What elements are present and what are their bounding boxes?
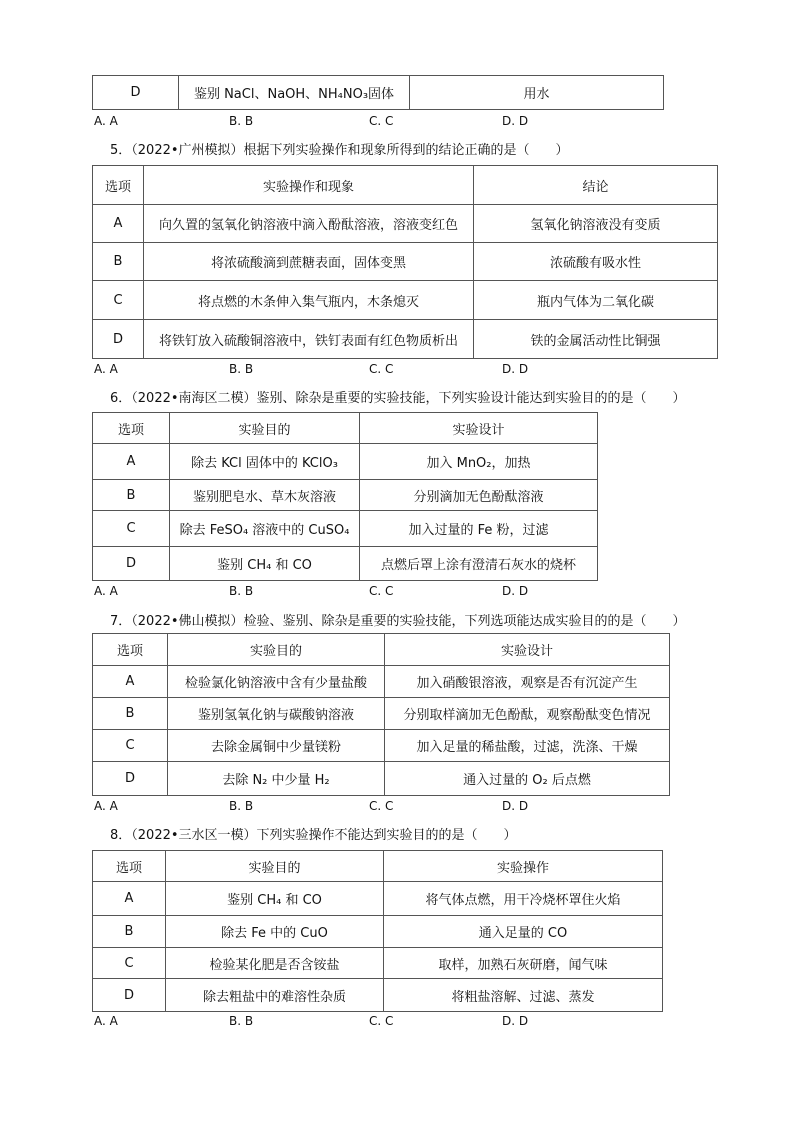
table-row (93, 882, 663, 916)
table-row (93, 511, 598, 547)
option-label: D (93, 979, 166, 1012)
table-header (93, 413, 598, 444)
header-operation: 实验操作和现象 (144, 166, 474, 205)
option-a[interactable]: A. A (94, 799, 118, 813)
option-label: B (93, 698, 168, 730)
table-row (93, 730, 670, 762)
option-label: C (93, 948, 166, 979)
option-label: D (93, 547, 170, 581)
option-label: C (93, 730, 168, 762)
option-a[interactable]: A. A (94, 1014, 118, 1028)
option-b[interactable]: B. B (229, 362, 254, 376)
q5-stem: 5．（2022•广州模拟）根据下列实验操作和现象所得到的结论正确的是（ ） (110, 143, 569, 158)
table-header (93, 634, 670, 666)
cell-purpose: 除去 FeSO₄ 溶液中的 CuSO₄ (170, 511, 360, 547)
q8-options (94, 1014, 694, 1030)
q5-options (94, 362, 694, 378)
cell-purpose: 除去粗盐中的难溶性杂质 (166, 979, 384, 1012)
table-row (93, 281, 718, 320)
option-d[interactable]: D. D (502, 1014, 529, 1028)
cell-design: 通入过量的 O₂ 后点燃 (385, 762, 670, 796)
option-b[interactable]: B. B (229, 1014, 254, 1028)
header-design: 实验设计 (385, 634, 670, 666)
header-option: 选项 (93, 413, 170, 444)
table-row (93, 444, 598, 480)
cell-operation: 通入足量的 CO (384, 916, 663, 948)
cell-purpose: 鉴别 CH₄ 和 CO (166, 882, 384, 916)
option-d[interactable]: D. D (502, 584, 529, 598)
option-d[interactable]: D. D (502, 114, 529, 128)
option-label: B (93, 243, 144, 281)
option-label: A (93, 444, 170, 480)
cell-purpose: 鉴别氢氧化钠与碳酸钠溶液 (168, 698, 385, 730)
cell-operation: 将点燃的木条伸入集气瓶内，木条熄灭 (144, 281, 474, 320)
header-option: 选项 (93, 634, 168, 666)
cell-design: 用水 (410, 76, 664, 110)
option-label: C (93, 511, 170, 547)
option-label: B (93, 916, 166, 948)
cell-design: 加入 MnO₂，加热 (360, 444, 598, 480)
cell-conclusion: 氢氧化钠溶液没有变质 (474, 205, 718, 243)
option-label: D (93, 320, 144, 359)
cell-design: 加入足量的稀盐酸，过滤，洗涤、干燥 (385, 730, 670, 762)
option-c[interactable]: C. C (369, 114, 394, 128)
q7-options (94, 799, 694, 815)
option-label: A (93, 666, 168, 698)
option-c[interactable]: C. C (369, 799, 394, 813)
header-conclusion: 结论 (474, 166, 718, 205)
table-row (93, 547, 598, 581)
header-option: 选项 (93, 166, 144, 205)
cell-purpose: 鉴别 CH₄ 和 CO (170, 547, 360, 581)
header-purpose: 实验目的 (166, 851, 384, 882)
table-row (93, 320, 718, 359)
cell-purpose: 除去 KCl 固体中的 KClO₃ (170, 444, 360, 480)
cell-conclusion: 浓硫酸有吸水性 (474, 243, 718, 281)
q6-options (94, 584, 694, 600)
cell-design: 分别取样滴加无色酚酞，观察酚酞变色情况 (385, 698, 670, 730)
cell-purpose: 检验某化肥是否含铵盐 (166, 948, 384, 979)
table-row (93, 948, 663, 979)
cell-conclusion: 瓶内气体为二氧化碳 (474, 281, 718, 320)
option-label: C (93, 281, 144, 320)
q8-stem: 8．（2022•三水区一模）下列实验操作不能达到实验目的的是（ ） (110, 828, 517, 843)
option-a[interactable]: A. A (94, 584, 118, 598)
option-label: A (93, 882, 166, 916)
cell-purpose: 去除 N₂ 中少量 H₂ (168, 762, 385, 796)
table-header (93, 851, 663, 882)
option-a[interactable]: A. A (94, 362, 118, 376)
table-row (93, 480, 598, 511)
cell-purpose: 除去 Fe 中的 CuO (166, 916, 384, 948)
table-row (93, 76, 664, 110)
header-operation: 实验操作 (384, 851, 663, 882)
table-header (93, 166, 718, 205)
header-purpose: 实验目的 (168, 634, 385, 666)
cell-purpose: 去除金属铜中少量镁粉 (168, 730, 385, 762)
cell-design: 加入硝酸银溶液，观察是否有沉淀产生 (385, 666, 670, 698)
table-row (93, 762, 670, 796)
option-label: A (93, 205, 144, 243)
option-d[interactable]: D. D (502, 362, 529, 376)
table-row (93, 916, 663, 948)
cell-operation: 鉴别 NaCl、NaOH、NH₄NO₃固体 (179, 76, 410, 110)
option-b[interactable]: B. B (229, 799, 254, 813)
table-row (93, 979, 663, 1012)
q5-table (92, 165, 718, 359)
option-a[interactable]: A. A (94, 114, 118, 128)
q7-table (92, 633, 670, 796)
header-purpose: 实验目的 (170, 413, 360, 444)
table-row (93, 243, 718, 281)
option-label: D (93, 762, 168, 796)
q4-table (92, 75, 664, 110)
cell-operation: 将粗盐溶解、过滤、蒸发 (384, 979, 663, 1012)
header-option: 选项 (93, 851, 166, 882)
q7-stem: 7．（2022•佛山模拟）检验、鉴别、除杂是重要的实验技能，下列选项能达成实验目的的是（ ） (110, 614, 686, 629)
option-label: B (93, 480, 170, 511)
cell-design: 分别滴加无色酚酞溶液 (360, 480, 598, 511)
q6-stem: 6．（2022•南海区二模）鉴别、除杂是重要的实验技能，下列实验设计能达到实验目的的是（ ） (110, 391, 686, 406)
option-b[interactable]: B. B (229, 114, 254, 128)
option-d[interactable]: D. D (502, 799, 529, 813)
option-label: D (93, 76, 179, 110)
cell-purpose: 检验氯化钠溶液中含有少量盐酸 (168, 666, 385, 698)
option-b[interactable]: B. B (229, 584, 254, 598)
table-row (93, 205, 718, 243)
cell-operation: 将浓硫酸滴到蔗糖表面，固体变黑 (144, 243, 474, 281)
table-row (93, 698, 670, 730)
q8-table (92, 850, 663, 1012)
cell-operation: 向久置的氢氧化钠溶液中滴入酚酞溶液，溶液变红色 (144, 205, 474, 243)
cell-design: 点燃后罩上涂有澄清石灰水的烧杯 (360, 547, 598, 581)
option-c[interactable]: C. C (369, 362, 394, 376)
cell-operation: 取样，加熟石灰研磨，闻气味 (384, 948, 663, 979)
cell-design: 加入过量的 Fe 粉，过滤 (360, 511, 598, 547)
cell-operation: 将气体点燃，用干冷烧杯罩住火焰 (384, 882, 663, 916)
option-c[interactable]: C. C (369, 1014, 394, 1028)
option-c[interactable]: C. C (369, 584, 394, 598)
header-design: 实验设计 (360, 413, 598, 444)
cell-purpose: 鉴别肥皂水、草木灰溶液 (170, 480, 360, 511)
table-row (93, 666, 670, 698)
q6-table (92, 412, 598, 581)
cell-conclusion: 铁的金属活动性比铜强 (474, 320, 718, 359)
cell-operation: 将铁钉放入硫酸铜溶液中，铁钉表面有红色物质析出 (144, 320, 474, 359)
q4-options (94, 114, 694, 130)
